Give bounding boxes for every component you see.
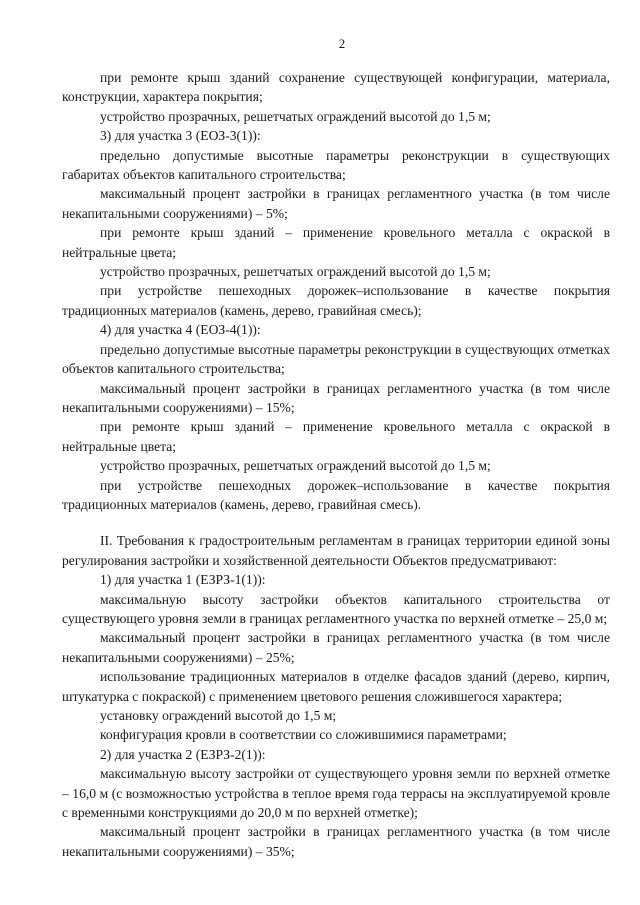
paragraph: предельно допустимые высотные параметры реконструкции в существующих габаритах объектов капитального строительства; bbox=[62, 147, 610, 183]
paragraph: установку ограждений высотой до 1,5 м; bbox=[100, 708, 337, 723]
paragraph: при ремонте крыш зданий сохранение существующей конфигурации, материала, конструкции, характера покрытия; bbox=[62, 70, 610, 105]
paragraph: при устройстве пешеходных дорожек–использование в качестве покрытия традиционных материалов (камень, дерево, гравийная смесь). bbox=[62, 477, 610, 512]
paragraph: устройство прозрачных, решетчатых ограждений высотой до 1,5 м; bbox=[100, 458, 491, 474]
paragraph: максимальную высоту застройки от существующего уровня земли по верхней отметке – 16,0 м (с возможностью устройства в теплое время года террасы на эксплуатируемой кровле с временными конструкциями до 20,0 м по верхней отметке); bbox=[62, 766, 610, 821]
paragraph: максимальную высоту застройки объектов капитального строительства от существующего уровня земли в границах регламентного участка по верхней отметке – 25,0 м; bbox=[62, 591, 610, 626]
subsection-heading: 4) для участка 4 (ЕОЗ-4(1)): bbox=[100, 322, 261, 338]
paragraph: конфигурация кровли в соответствии со сложившимися параметрами; bbox=[100, 727, 507, 743]
paragraph: при устройстве пешеходных дорожек–использование в качестве покрытия традиционных материалов (камень, дерево, гравийная смесь); bbox=[62, 283, 610, 318]
paragraph: максимальный процент застройки в границах регламентного участка (в том числе некапитальными сооружениями) – 15%; bbox=[62, 380, 610, 415]
page-number: 2 bbox=[338, 36, 346, 51]
subsection-heading: 1) для участка 1 (ЕЗРЗ-1(1)): bbox=[100, 572, 266, 588]
paragraph: максимальный процент застройки в границах регламентного участка (в том числе некапитальными сооружениями) – 35%; bbox=[62, 824, 610, 859]
document-page bbox=[62, 36, 610, 861]
paragraph: при ремонте крыш зданий – применение кровельного металла с окраской в нейтральные цвета; bbox=[62, 225, 610, 260]
subsection-heading: 2) для участка 2 (ЕЗРЗ-2(1)): bbox=[100, 746, 266, 762]
paragraph: максимальный процент застройки в границах регламентного участка (в том числе некапитальными сооружениями) – 25%; bbox=[62, 630, 610, 665]
subsection-heading: 3) для участка 3 (ЕОЗ-3(1)): bbox=[100, 128, 261, 144]
paragraph: при ремонте крыш зданий – применение кровельного металла с окраской в нейтральные цвета; bbox=[62, 419, 610, 454]
paragraph: максимальный процент застройки в границах регламентного участка (в том числе некапитальными сооружениями) – 5%; bbox=[62, 186, 610, 221]
paragraph: устройство прозрачных, решетчатых ограждений высотой до 1,5 м; bbox=[100, 264, 491, 280]
paragraph: использование традиционных материалов в отделке фасадов зданий (дерево, кирпич, штукатурка с покраской) с применением цветового решения сложившегося характера; bbox=[62, 669, 610, 704]
section-heading: II. Требования к градостроительным регламентам в границах территории единой зоны регулирования застройки и хозяйственной деятельности Объектов предусматривают: bbox=[62, 533, 610, 568]
paragraph: устройство прозрачных, решетчатых ограждений высотой до 1,5 м; bbox=[100, 108, 491, 124]
paragraph: предельно допустимые высотные параметры реконструкции в существующих отметках объектов капитального строительства; bbox=[62, 341, 610, 377]
